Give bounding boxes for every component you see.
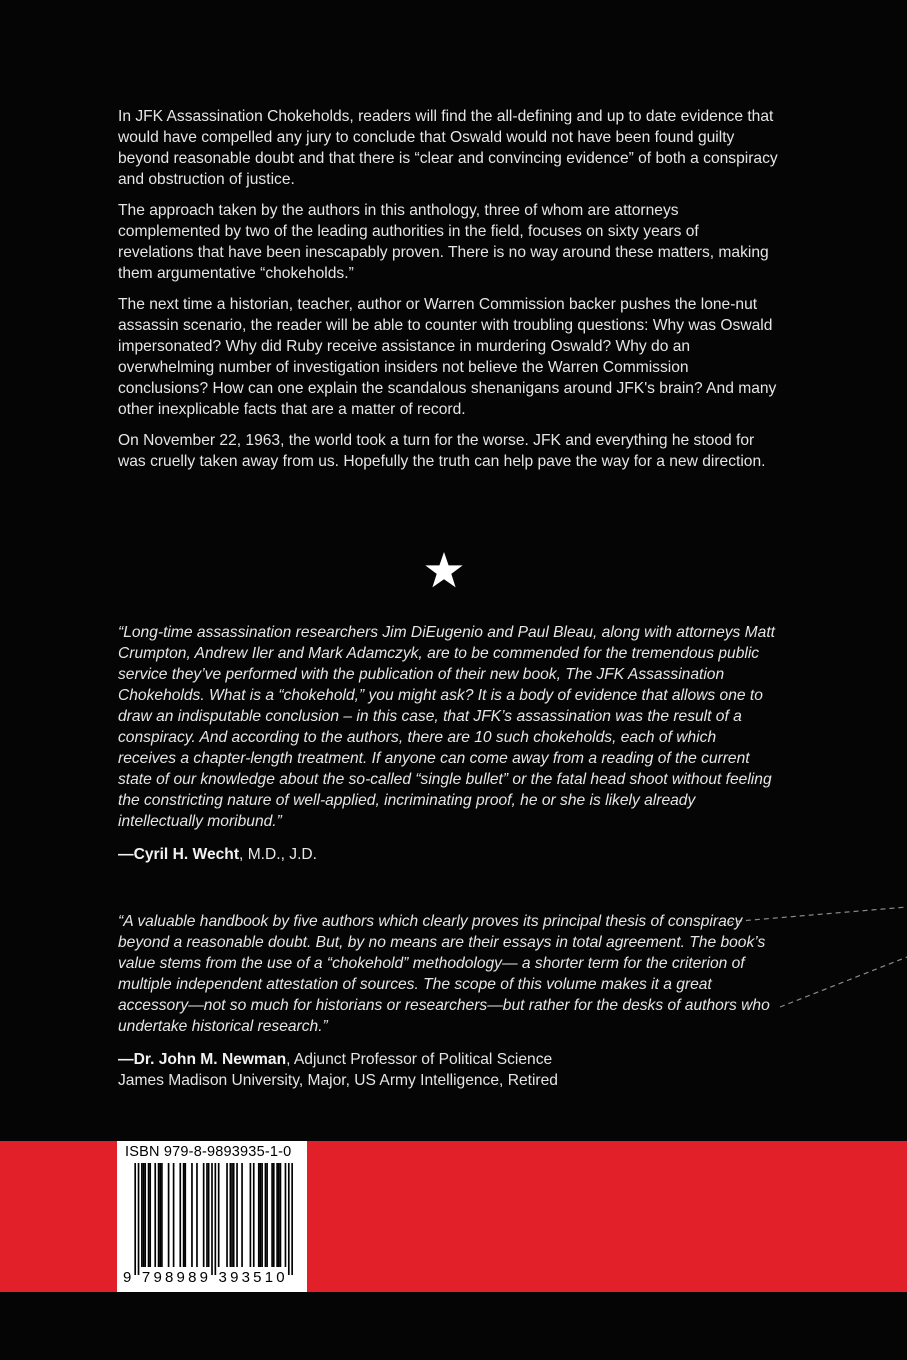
quote-text: “A valuable handbook by five authors which clearly proves its principal thesis of conspiracy beyond a reasonable doubt. But, by no means are their essays in total agreement. The book’s value stems from the use of a “chokehold” methodology— a shorter term for the criterion of multiple independent attestation of sources. The scope of this volume makes it a great accessory—not so much for historians or researchers—but rather for the desks of authors who undertake historical research.” — [118, 913, 770, 1035]
isbn-label: ISBN 979-8-9893935-1-0 — [125, 1144, 292, 1160]
barcode-bar — [184, 1163, 186, 1267]
quote-credentials: , M.D., J.D. — [239, 846, 317, 863]
blurb-paragraph: In JFK Assassination Chokeholds, readers will find the all-defining and up to date evidence that would have compelled any jury to conclude that Oswald would not have been found guilty beyond reasonable doubt and that there is “clear and convincing evidence” of both a conspiracy and obstruction of justice. — [118, 108, 778, 188]
barcode-bar — [218, 1163, 220, 1267]
barcode-digits: 9 798989 393510 — [123, 1269, 288, 1286]
barcode-bar — [276, 1163, 278, 1267]
barcode-bar — [266, 1163, 268, 1267]
star-icon — [421, 548, 467, 594]
barcode-bar — [206, 1163, 208, 1267]
barcode-bar — [143, 1163, 145, 1267]
blurb-paragraph: On November 22, 1963, the world took a turn for the worse. JFK and everything he stood for was cruelly taken away from us. Hopefully the truth can help pave the way for a new direction. — [118, 432, 766, 470]
barcode-bar — [280, 1163, 282, 1267]
barcode-bar — [203, 1163, 205, 1267]
barcode-bar — [161, 1163, 163, 1267]
barcode-bar — [134, 1163, 136, 1275]
quote-author: —Dr. John M. Newman — [118, 1051, 287, 1068]
barcode-bar — [158, 1163, 160, 1267]
barcode-bar — [241, 1163, 243, 1267]
quote-attribution — [118, 1049, 778, 1091]
barcode-bar — [288, 1163, 290, 1275]
barcode-bar — [273, 1163, 275, 1267]
barcode-bar — [291, 1163, 293, 1275]
barcode-bar — [208, 1163, 210, 1267]
barcode-bar — [250, 1163, 252, 1267]
barcode-bar — [141, 1163, 143, 1267]
barcode-bar — [285, 1163, 287, 1267]
barcode-bar — [159, 1163, 161, 1267]
barcode-bar — [179, 1163, 181, 1267]
barcode-bar — [215, 1163, 217, 1275]
barcode-bar — [211, 1163, 213, 1275]
barcode-bar — [226, 1163, 228, 1267]
barcode-bar — [191, 1163, 193, 1267]
barcode-bar — [278, 1163, 280, 1267]
barcode-bar — [271, 1163, 273, 1267]
barcode-bar — [196, 1163, 198, 1267]
quote-author: —Cyril H. Wecht — [118, 846, 240, 863]
barcode-bar — [144, 1163, 146, 1267]
quote-credentials-line2: James Madison University, Major, US Army Intelligence, Retired — [118, 1072, 558, 1089]
barcode-bar — [173, 1163, 175, 1267]
barcode-bar — [253, 1163, 255, 1267]
quote-credentials: , Adjunct Professor of Political Science — [286, 1051, 553, 1068]
isbn-barcode — [117, 1141, 307, 1292]
endorsement-quote-wecht — [118, 622, 778, 865]
endorsement-quote-newman — [118, 911, 778, 1091]
barcode-bar — [265, 1163, 267, 1267]
barcode-bar — [154, 1163, 156, 1267]
barcode-bar — [168, 1163, 170, 1267]
barcode-bars — [121, 1163, 303, 1275]
quote-attribution — [118, 844, 778, 865]
barcode-bar — [261, 1163, 263, 1267]
barcode-bar — [148, 1163, 150, 1267]
barcode-bar — [230, 1163, 232, 1267]
barcode-bar — [260, 1163, 262, 1267]
blurb-paragraph: The next time a historian, teacher, author or Warren Commission backer pushes the lone-nut assassin scenario, the reader will be able to counter with troubling questions: Why was Oswald impersonated? Why did Ruby receive assistance in murdering Oswald? Why do an overwhelming number of investigation insiders not believe the Warren Commission conclusions? How can one explain the scandalous shenanigans around JFK's brain? And many other inexplicable facts that are a matter of record. — [118, 296, 777, 418]
barcode-bar — [149, 1163, 151, 1267]
barcode-bar — [233, 1163, 235, 1267]
barcode-bar — [183, 1163, 185, 1267]
blurb-paragraph: The approach taken by the authors in this anthology, three of whom are attorneys complemented by two of the leading authorities in the field, focuses on sixty years of revelations that have been inescapably proven. There is no way around these matters, making them argumentative “chokeholds.” — [118, 202, 769, 282]
quote-text: “Long-time assassination researchers Jim DiEugenio and Paul Bleau, along with attorneys Matt Crumpton, Andrew Iler and Mark Adamczyk, are to be commended for the tremendous public service they’ve performed with the publication of their new book, The JFK Assassination Chokeholds. What is a “chokehold,” you might ask? It is a body of evidence that allows one to draw an indisputable conclusion – in this case, that JFK’s assassination was the result of a conspiracy. And according to the authors, there are 10 such chokeholds, each of which receives a chapter-length treatment. If anyone can come away from a reading of the current state of our knowledge about the so-called “single bullet” or the fatal head shoot without feeling the constricting nature of well-applied, incriminating proof, he or she is likely already intellectually moribund.” — [118, 624, 776, 830]
barcode-bar — [258, 1163, 260, 1267]
barcode-bar — [231, 1163, 233, 1267]
barcode-bar — [138, 1163, 140, 1275]
barcode-bar — [236, 1163, 238, 1267]
cover-blurb — [118, 106, 778, 482]
